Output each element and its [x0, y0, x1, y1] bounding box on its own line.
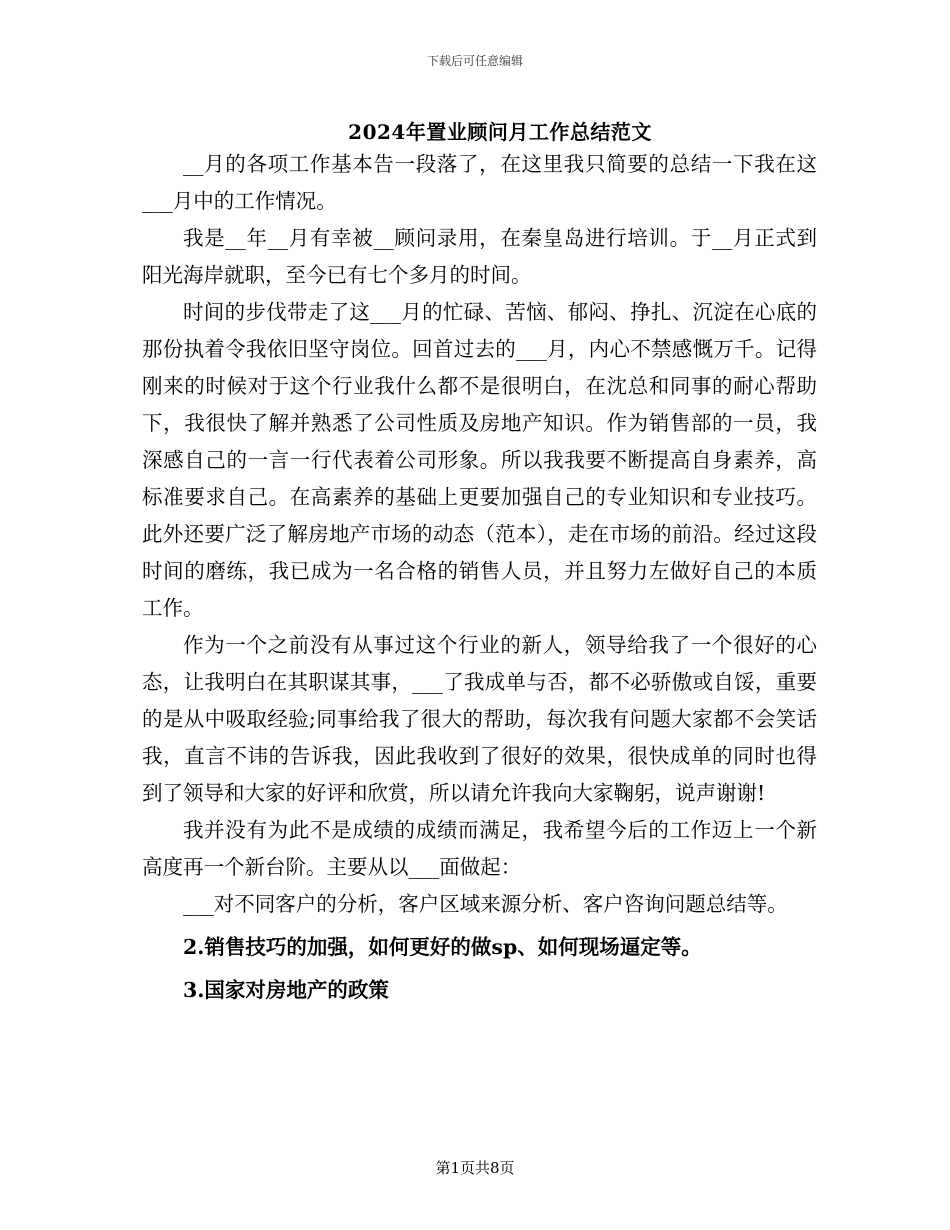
paragraph: __月的各项工作基本告一段落了，在这里我只简要的总结一下我在这___月中的工作情况。 — [142, 152, 817, 213]
page-number: 第1页共8页 — [435, 1159, 515, 1177]
paragraph: 作为一个之前没有从事过这个行业的新人，领导给我了一个很好的心态，让我明白在其职谋其事，___了我成单与否，都不必骄傲或自馁，重要的是从中吸取经验;同事给我了很大的帮助，每次我有问题大家都不会笑话我，直言不讳的告诉我，因此我收到了很好的效果，很快成单的同时也得到了领导和大家的好评和欣赏，所以请允许我向大家鞠躬，说声谢谢! — [142, 633, 817, 805]
header-note: 下载后可任意编辑 — [426, 54, 523, 68]
bold-list-item: 3.国家对房地产的政策 — [183, 978, 389, 1002]
paragraph: 我并没有为此不是成绩的成绩而满足，我希望今后的工作迈上一个新高度再一个新台阶。主要从以___面做起： — [142, 818, 817, 879]
paragraph: 时间的步伐带走了这___月的忙碌、苦恼、郁闷、挣扎、沉淀在心底的那份执着令我依旧坚守岗位。回首过去的___月，内心不禁感慨万千。记得刚来的时候对于这个行业我什么都不是很明白，在沈总和同事的耐心帮助下，我很快了解并熟悉了公司性质及房地产知识。作为销售部的一员，我深感自己的一言一行代表着公司形象。所以我我要不断提高自身素养，高标准要求自己。在高素养的基础上更要加强自己的专业知识和专业技巧。此外还要广泛了解房地产市场的动态（范本），走在市场的前沿。经过这段时间的磨练，我已成为一名合格的销售人员，并且努力左做好自己的本质工作。 — [142, 300, 817, 620]
paragraph: 我是__年__月有幸被__顾问录用，在秦皇岛进行培训。于__月正式到阳光海岸就职，至今已有七个多月的时间。 — [142, 226, 817, 287]
bold-list-item: 2.销售技巧的加强，如何更好的做sp、如何现场逼定等。 — [183, 935, 702, 959]
document-body — [142, 146, 817, 1009]
document-title: 2024年置业顾问月工作总结范文 — [348, 120, 652, 144]
paragraph: ___对不同客户的分析，客户区域来源分析、客户咨询问题总结等。 — [183, 892, 788, 916]
